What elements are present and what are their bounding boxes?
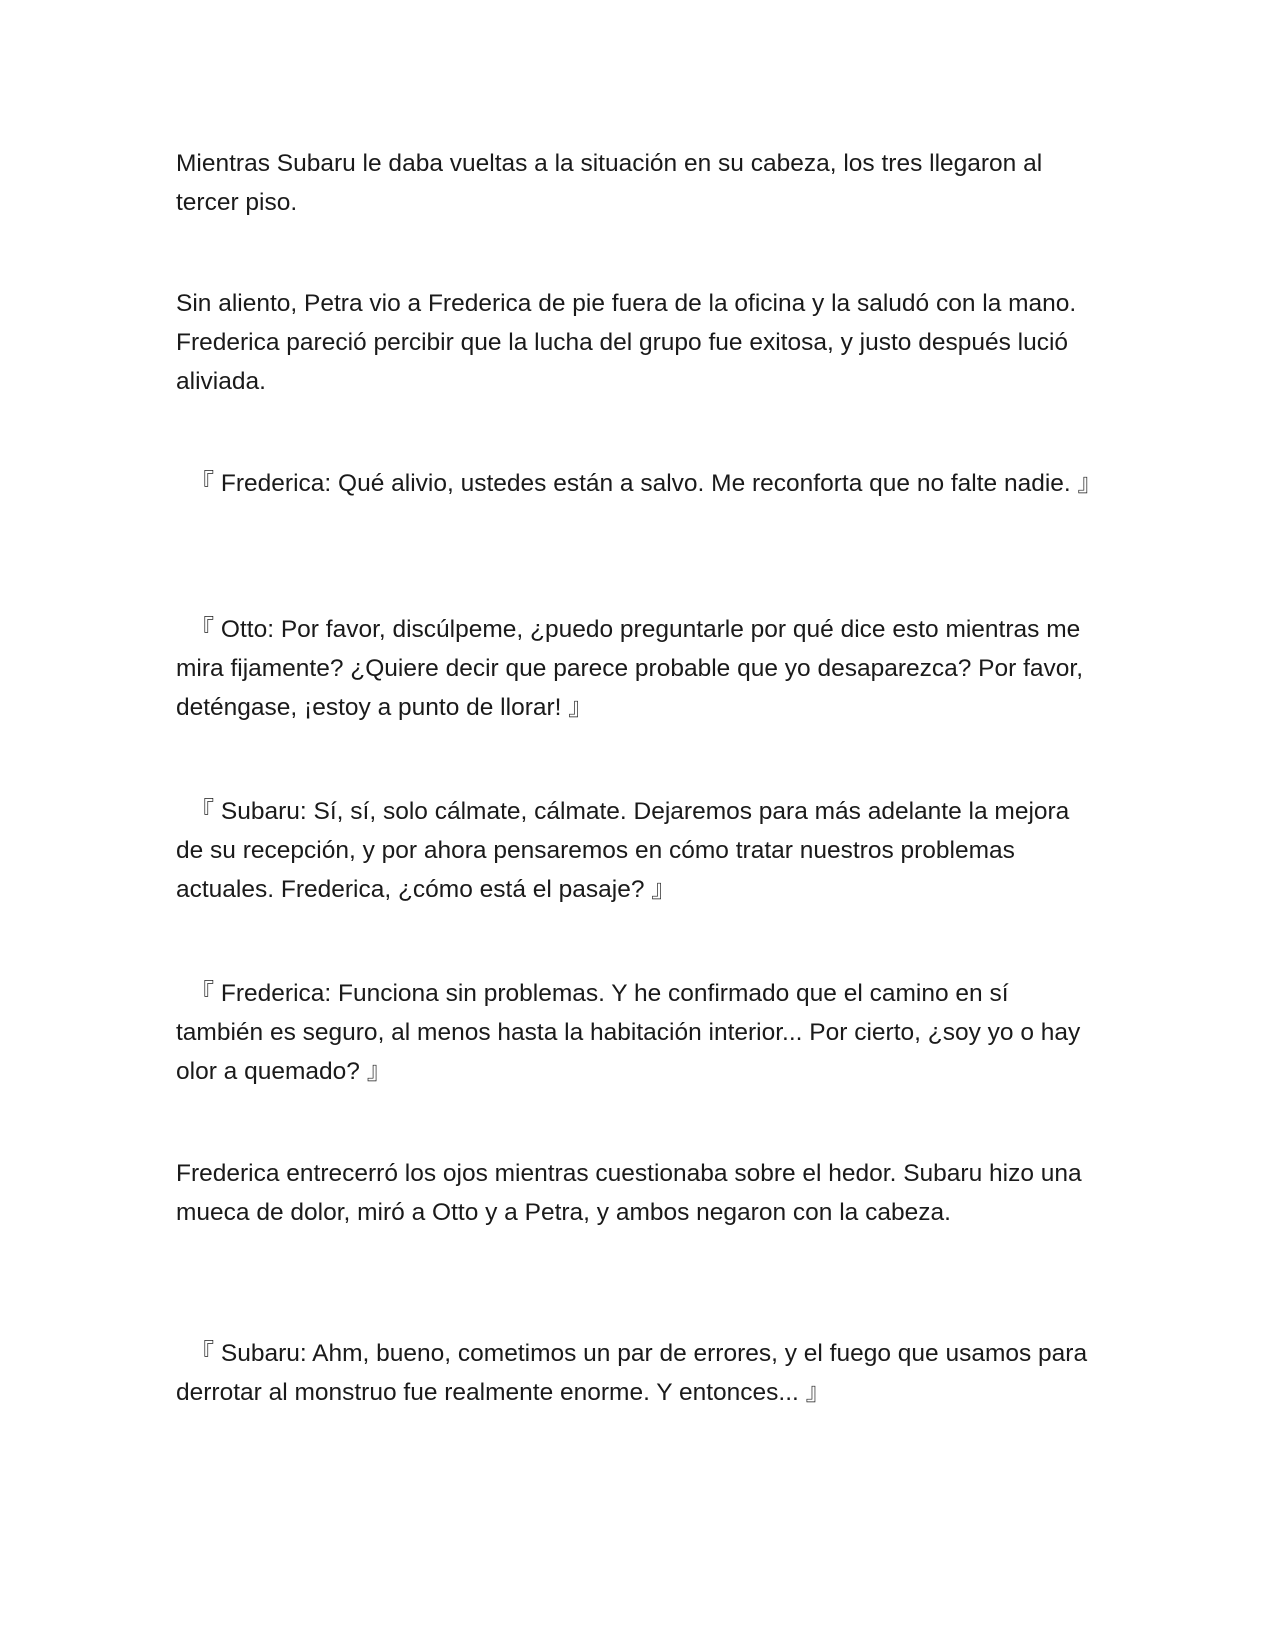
dialogue-frederica-2: 『 Frederica: Funciona sin problemas. Y he confirmado que el camino en sí también es seguro, al menos hasta la habitación interior... Por cierto, ¿soy yo o hay olor a quemado? 』 [176, 980, 1081, 1085]
dialogue-otto-1: 『 Otto: Por favor, discúlpeme, ¿puedo preguntarle por qué dice esto mientras me mira fijamente? ¿Quiere decir que parece probable que yo desaparezca? Por favor, deténgase, ¡estoy a punto de llorar! 』 [176, 616, 1084, 721]
dialogue-frederica-1: 『 Frederica: Qué alivio, ustedes están a salvo. Me reconforta que no falte nadie. 』 [176, 470, 1103, 497]
paragraph-1: Mientras Subaru le daba vueltas a la situación en su cabeza, los tres llegaron al tercer piso. [176, 150, 1043, 216]
paragraph-2: Sin aliento, Petra vio a Frederica de pie fuera de la oficina y la saludó con la mano. Frederica pareció percibir que la lucha del grupo fue exitosa, y justo después lució aliviada. [176, 290, 1077, 395]
paragraph-3: Frederica entrecerró los ojos mientras cuestionaba sobre el hedor. Subaru hizo una mueca de dolor, miró a Otto y a Petra, y ambos negaron con la cabeza. [176, 1160, 1082, 1226]
dialogue-subaru-2: 『 Subaru: Ahm, bueno, cometimos un par de errores, y el fuego que usamos para derrotar al monstruo fue realmente enorme. Y entonces... 』 [176, 1340, 1088, 1406]
dialogue-subaru-1: 『 Subaru: Sí, sí, solo cálmate, cálmate. Dejaremos para más adelante la mejora de su recepción, y por ahora pensaremos en cómo tratar nuestros problemas actuales. Frederica, ¿cómo está el pasaje? 』 [176, 798, 1070, 903]
